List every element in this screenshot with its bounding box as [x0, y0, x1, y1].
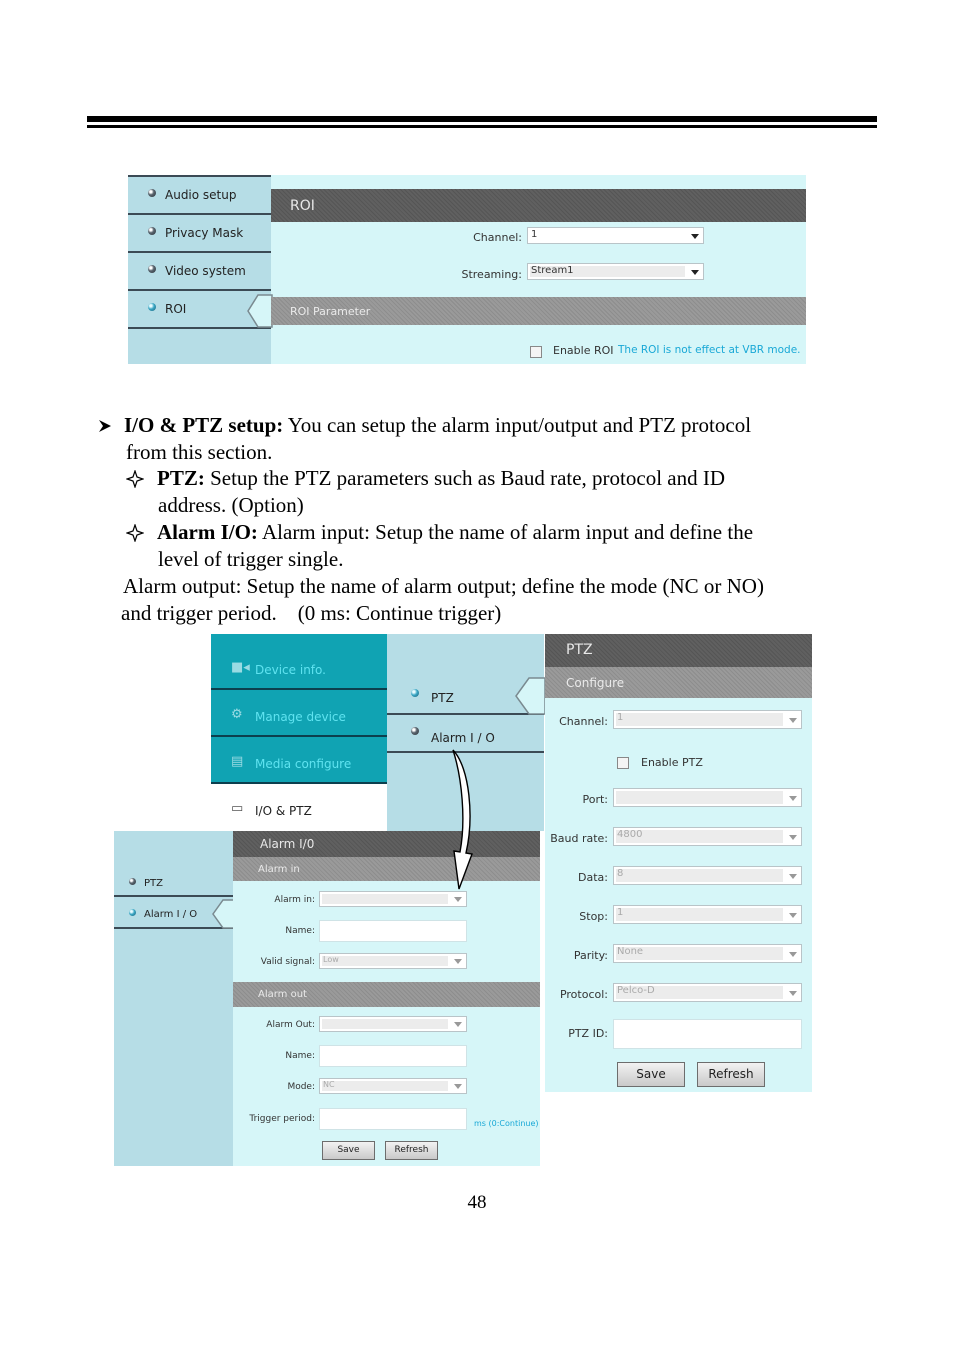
- connector-arrow-icon: [448, 748, 478, 893]
- alarm-out-title: Alarm out: [258, 989, 307, 1000]
- ptz-stop-value: 1: [617, 907, 624, 918]
- header-rule-thin: [87, 125, 877, 128]
- alarm-in-title: Alarm in: [258, 864, 300, 875]
- chevron-down-icon: [789, 952, 797, 957]
- selection-pointer-icon: [514, 677, 546, 715]
- alarm-in-name-label: Name:: [285, 926, 315, 936]
- radio-bullet-icon: [148, 189, 156, 197]
- nav-item-label: I/O & PTZ: [255, 804, 312, 818]
- ptz-protocol-value: Pelco-D: [617, 985, 655, 996]
- roi-parameter-bar: [271, 297, 806, 325]
- chevron-down-icon: [454, 1022, 462, 1027]
- mode-value: NC: [323, 1080, 335, 1089]
- ptz-baud-select[interactable]: [613, 827, 802, 846]
- enable-roi-label: Enable ROI: [553, 344, 614, 357]
- paragraph-io-ptz: [124, 412, 751, 439]
- text-line: level of trigger single.: [158, 547, 344, 571]
- chevron-down-icon: [691, 234, 699, 239]
- alarm-out-select[interactable]: [319, 1016, 467, 1032]
- trigger-period-label: Trigger period:: [249, 1114, 315, 1124]
- alarm-in-label: Alarm in:: [274, 895, 315, 905]
- ptz-data-select[interactable]: [613, 866, 802, 885]
- text-line: from this section.: [126, 440, 273, 464]
- nav-item-manage-device[interactable]: [211, 690, 387, 737]
- ptz-title-bar: [545, 634, 812, 667]
- ptz-title: PTZ: [566, 642, 593, 658]
- sidebar-item-label: Privacy Mask: [165, 226, 244, 240]
- ptz-data-value: 8: [617, 868, 624, 879]
- nav-item-io-ptz[interactable]: [211, 784, 387, 831]
- ptz-configure-bar: [545, 667, 812, 698]
- nav-item-label: Media configure: [255, 757, 352, 771]
- alarm-sidebar-item-label: PTZ: [144, 878, 163, 889]
- ptz-protocol-select[interactable]: [613, 983, 802, 1002]
- sidebar-item-audio-setup[interactable]: [128, 175, 271, 213]
- enable-ptz-label: Enable PTZ: [641, 756, 703, 769]
- valid-signal-label: Valid signal:: [260, 957, 315, 967]
- ptz-save-button[interactable]: Save: [617, 1062, 685, 1087]
- nav-item-label: Manage device: [255, 710, 346, 724]
- channel-label: Channel:: [473, 231, 522, 244]
- alarm-in-name-input[interactable]: [319, 920, 467, 942]
- nav-item-label: Device info.: [255, 663, 326, 677]
- streaming-value: Stream1: [531, 265, 574, 276]
- radio-bullet-selected-icon: [129, 909, 136, 916]
- film-icon: ▤: [231, 754, 244, 769]
- mode-label: Mode:: [287, 1082, 315, 1092]
- ptz-parity-label: Parity:: [573, 949, 608, 962]
- ptz-data-label: Data:: [578, 871, 608, 884]
- paragraph-alarm-io: [157, 519, 753, 546]
- ptz-parity-select[interactable]: [613, 944, 802, 963]
- ptz-port-select[interactable]: [613, 788, 802, 807]
- alarm-sidebar-item-ptz[interactable]: [114, 861, 233, 897]
- main-nav: [211, 634, 387, 831]
- ptz-heading: PTZ:: [157, 466, 205, 490]
- arrow-bullet-icon: [98, 419, 112, 433]
- alarm-title: Alarm I/0: [260, 837, 315, 851]
- roi-sidebar: [128, 175, 271, 364]
- ptz-port-label: Port:: [582, 793, 608, 806]
- streaming-label: Streaming:: [461, 268, 522, 281]
- page-number: 48: [467, 1192, 487, 1213]
- roi-title: ROI: [290, 198, 315, 214]
- streaming-select[interactable]: [527, 263, 704, 280]
- alarm-sidebar-item-label: Alarm I / O: [144, 909, 198, 920]
- nav-item-media-configure[interactable]: [211, 737, 387, 784]
- chevron-down-icon: [789, 796, 797, 801]
- serial-port-icon: ▭: [231, 801, 244, 816]
- ptz-stop-label: Stop:: [579, 910, 608, 923]
- selection-pointer-icon: [246, 294, 274, 328]
- submenu-item-label: PTZ: [431, 691, 454, 705]
- ptz-id-input[interactable]: [613, 1019, 802, 1049]
- alarm-in-bar: [233, 857, 540, 881]
- gear-icon: ⚙: [231, 707, 243, 722]
- radio-bullet-selected-icon: [148, 303, 156, 311]
- ptz-id-label: PTZ ID:: [568, 1027, 608, 1040]
- radio-bullet-icon: [148, 265, 156, 273]
- radio-bullet-icon: [129, 878, 136, 885]
- ptz-channel-select[interactable]: [613, 710, 802, 729]
- radio-bullet-icon: [148, 227, 156, 235]
- alarm-title-bar: [233, 831, 540, 857]
- ptz-refresh-button[interactable]: Refresh: [697, 1062, 765, 1087]
- text-line: and trigger period. (0 ms: Continue trigger): [121, 601, 502, 625]
- video-camera-icon: ■◂: [231, 660, 250, 675]
- chevron-down-icon: [789, 913, 797, 918]
- text-line: address. (Option): [158, 493, 304, 517]
- alarm-out-name-input[interactable]: [319, 1045, 467, 1067]
- selection-pointer-icon: [211, 899, 235, 929]
- ptz-baud-label: Baud rate:: [550, 832, 608, 845]
- chevron-down-icon: [454, 959, 462, 964]
- valid-signal-select[interactable]: [319, 953, 467, 969]
- radio-bullet-icon: [411, 727, 419, 735]
- chevron-down-icon: [789, 718, 797, 723]
- sidebar-item-label: Video system: [165, 264, 246, 278]
- valid-signal-value: Low: [323, 955, 339, 964]
- chevron-down-icon: [789, 835, 797, 840]
- alarm-io-text: Alarm input: Setup the name of alarm input and define the: [257, 520, 754, 544]
- chevron-down-icon: [789, 874, 797, 879]
- header-rule-thick: [87, 116, 877, 122]
- alarm-in-select[interactable]: [319, 891, 467, 907]
- alarm-out-name-label: Name:: [285, 1051, 315, 1061]
- ptz-baud-value: 4800: [617, 829, 643, 840]
- ptz-channel-label: Channel:: [559, 715, 608, 728]
- ptz-text: Setup the PTZ parameters such as Baud rate, protocol and ID: [204, 466, 726, 490]
- roi-parameter-title: ROI Parameter: [290, 305, 371, 318]
- mode-select[interactable]: [319, 1078, 467, 1094]
- alarm-sidebar: [114, 831, 233, 1166]
- alarm-out-label: Alarm Out:: [266, 1020, 315, 1030]
- ptz-channel-value: 1: [617, 712, 624, 723]
- channel-select[interactable]: [527, 227, 704, 244]
- io-ptz-text: You can setup the alarm input/output and PTZ protocol: [283, 413, 752, 437]
- ptz-stop-select[interactable]: [613, 905, 802, 924]
- alarm-refresh-button[interactable]: Refresh: [385, 1141, 438, 1160]
- roi-note: The ROI is not effect at VBR mode.: [618, 344, 801, 356]
- text-line: Alarm output: Setup the name of alarm output; define the mode (NC or NO): [123, 574, 764, 598]
- sidebar-item-privacy-mask[interactable]: [128, 213, 271, 251]
- alarm-save-button[interactable]: Save: [322, 1141, 375, 1160]
- chevron-down-icon: [789, 991, 797, 996]
- ptz-configure-title: Configure: [566, 676, 625, 690]
- enable-roi-checkbox[interactable]: [530, 346, 542, 358]
- ptz-parity-value: None: [617, 946, 644, 957]
- sidebar-item-label: Audio setup: [165, 188, 237, 202]
- chevron-down-icon: [454, 1084, 462, 1089]
- paragraph-ptz: [157, 465, 725, 492]
- diamond-bullet-icon: [126, 470, 144, 488]
- io-ptz-heading: I/O & PTZ setup:: [124, 413, 284, 437]
- alarm-io-heading: Alarm I/O:: [157, 520, 258, 544]
- channel-value: 1: [531, 229, 538, 240]
- submenu-item-label: Alarm I / O: [431, 731, 495, 745]
- alarm-out-bar: [233, 982, 540, 1007]
- chevron-down-icon: [454, 897, 462, 902]
- radio-bullet-selected-icon: [411, 689, 419, 697]
- trigger-period-input[interactable]: [319, 1108, 467, 1130]
- trigger-period-unit: ms (0:Continue): [474, 1119, 539, 1128]
- ptz-protocol-label: Protocol:: [559, 988, 608, 1001]
- chevron-down-icon: [691, 270, 699, 275]
- sidebar-item-video-system[interactable]: [128, 251, 271, 289]
- sidebar-item-label: ROI: [165, 302, 187, 316]
- roi-title-bar: [271, 189, 806, 222]
- nav-item-device-info[interactable]: [211, 643, 387, 690]
- enable-ptz-checkbox[interactable]: [617, 757, 629, 769]
- diamond-bullet-icon: [126, 524, 144, 542]
